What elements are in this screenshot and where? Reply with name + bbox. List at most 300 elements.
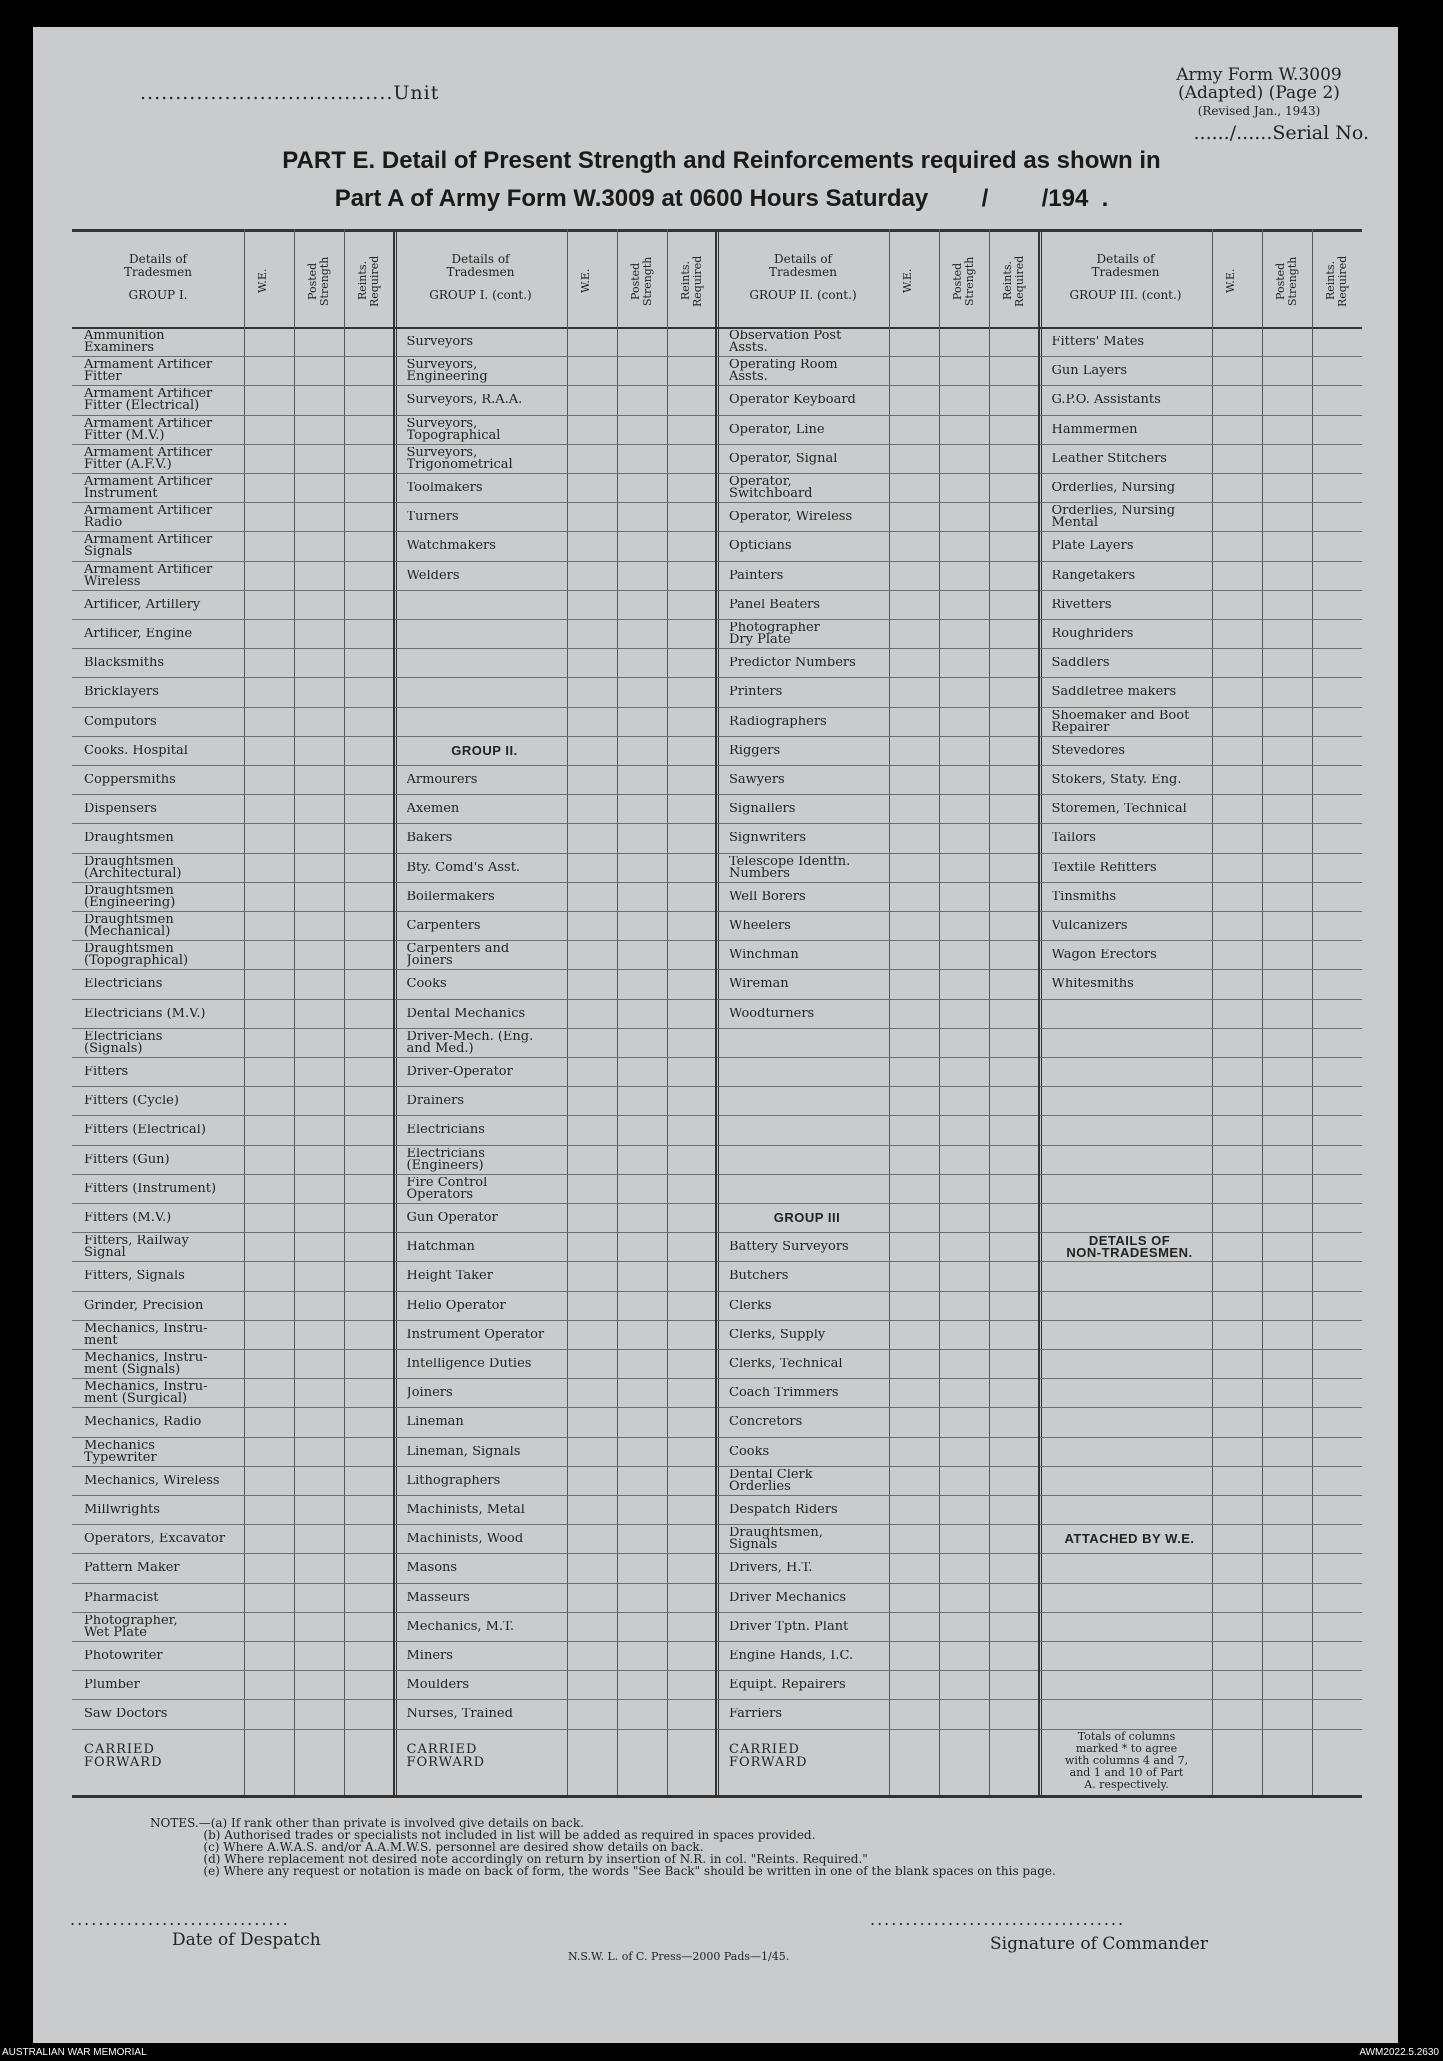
- entry-cell[interactable]: [568, 1350, 616, 1377]
- entry-cell[interactable]: [295, 854, 343, 881]
- entry-cell[interactable]: [568, 1321, 616, 1348]
- entry-cell[interactable]: [295, 1116, 343, 1143]
- entry-cell[interactable]: [295, 766, 343, 793]
- entry-cell[interactable]: [295, 416, 343, 443]
- entry-cell[interactable]: [668, 970, 716, 997]
- entry-cell[interactable]: [618, 1146, 666, 1173]
- entry-cell[interactable]: [568, 649, 616, 676]
- entry-cell[interactable]: [940, 708, 988, 735]
- entry-cell[interactable]: [990, 1584, 1038, 1611]
- entry-cell[interactable]: [1263, 1146, 1311, 1173]
- entry-cell[interactable]: [1213, 1321, 1261, 1348]
- entry-cell[interactable]: [345, 1613, 393, 1640]
- entry-cell[interactable]: [890, 1058, 938, 1085]
- entry-cell[interactable]: [990, 795, 1038, 822]
- entry-cell[interactable]: [940, 766, 988, 793]
- entry-cell[interactable]: [1313, 445, 1361, 472]
- entry-cell[interactable]: [568, 357, 616, 384]
- entry-cell[interactable]: [1213, 1438, 1261, 1465]
- entry-cell[interactable]: [568, 591, 616, 618]
- entry-cell[interactable]: [568, 562, 616, 589]
- entry-cell[interactable]: [345, 1058, 393, 1085]
- entry-cell[interactable]: [1213, 854, 1261, 881]
- entry-cell[interactable]: [245, 1408, 293, 1435]
- entry-cell[interactable]: [295, 1700, 343, 1727]
- entry-cell[interactable]: [568, 1000, 616, 1027]
- entry-cell[interactable]: [890, 532, 938, 559]
- entry-cell[interactable]: [940, 1262, 988, 1289]
- entry-cell[interactable]: [1313, 532, 1361, 559]
- entry-cell[interactable]: [618, 503, 666, 530]
- entry-cell[interactable]: [890, 445, 938, 472]
- entry-cell[interactable]: [890, 1467, 938, 1494]
- entry-cell[interactable]: [568, 1584, 616, 1611]
- entry-cell[interactable]: [990, 737, 1038, 764]
- entry-cell[interactable]: [940, 1496, 988, 1523]
- entry-cell[interactable]: [295, 708, 343, 735]
- entry-cell[interactable]: [295, 386, 343, 413]
- entry-cell[interactable]: [568, 532, 616, 559]
- entry-cell[interactable]: [618, 795, 666, 822]
- entry-cell[interactable]: [990, 1700, 1038, 1727]
- entry-cell[interactable]: [990, 678, 1038, 705]
- entry-cell[interactable]: [668, 416, 716, 443]
- entry-cell[interactable]: [1263, 1584, 1311, 1611]
- entry-cell[interactable]: [295, 1000, 343, 1027]
- entry-cell[interactable]: [940, 1700, 988, 1727]
- entry-cell[interactable]: [1213, 678, 1261, 705]
- entry-cell[interactable]: [990, 1204, 1038, 1231]
- entry-cell[interactable]: [295, 824, 343, 851]
- entry-cell[interactable]: [245, 1467, 293, 1494]
- entry-cell[interactable]: [245, 532, 293, 559]
- entry-cell[interactable]: [1263, 1029, 1311, 1056]
- entry-cell[interactable]: [890, 1116, 938, 1143]
- entry-cell[interactable]: [668, 912, 716, 939]
- entry-cell[interactable]: [1213, 883, 1261, 910]
- entry-cell[interactable]: [245, 1175, 293, 1202]
- entry-cell[interactable]: [568, 1700, 616, 1727]
- entry-cell[interactable]: [940, 503, 988, 530]
- entry-cell[interactable]: [1213, 328, 1261, 355]
- entry-cell[interactable]: [990, 1408, 1038, 1435]
- entry-cell[interactable]: [245, 795, 293, 822]
- entry-cell[interactable]: [668, 1700, 716, 1727]
- entry-cell[interactable]: [568, 970, 616, 997]
- entry-cell[interactable]: [618, 591, 666, 618]
- entry-cell[interactable]: [245, 708, 293, 735]
- entry-cell[interactable]: [295, 562, 343, 589]
- entry-cell[interactable]: [990, 620, 1038, 647]
- entry-cell[interactable]: [1313, 795, 1361, 822]
- entry-cell[interactable]: [668, 708, 716, 735]
- entry-cell[interactable]: [1263, 1496, 1311, 1523]
- entry-cell[interactable]: [618, 1379, 666, 1406]
- entry-cell[interactable]: [1313, 708, 1361, 735]
- entry-cell[interactable]: [990, 445, 1038, 472]
- entry-cell[interactable]: [568, 1496, 616, 1523]
- entry-cell[interactable]: [245, 386, 293, 413]
- entry-cell[interactable]: [1213, 1175, 1261, 1202]
- entry-cell[interactable]: [618, 1087, 666, 1114]
- entry-cell[interactable]: [345, 1087, 393, 1114]
- entry-cell[interactable]: [1213, 1467, 1261, 1494]
- entry-cell[interactable]: [1213, 1350, 1261, 1377]
- entry-cell[interactable]: [940, 474, 988, 501]
- entry-cell[interactable]: [1313, 1262, 1361, 1289]
- entry-cell[interactable]: [345, 1554, 393, 1581]
- entry-cell[interactable]: [668, 1554, 716, 1581]
- entry-cell[interactable]: [618, 532, 666, 559]
- entry-cell[interactable]: [245, 1262, 293, 1289]
- entry-cell[interactable]: [295, 1204, 343, 1231]
- entry-cell[interactable]: [618, 1496, 666, 1523]
- entry-cell[interactable]: [1263, 1000, 1311, 1027]
- entry-cell[interactable]: [1313, 1087, 1361, 1114]
- entry-cell[interactable]: [890, 357, 938, 384]
- entry-cell[interactable]: [940, 941, 988, 968]
- entry-cell[interactable]: [940, 1350, 988, 1377]
- entry-cell[interactable]: [618, 737, 666, 764]
- entry-cell[interactable]: [890, 708, 938, 735]
- entry-cell[interactable]: [295, 1671, 343, 1698]
- entry-cell[interactable]: [990, 708, 1038, 735]
- entry-cell[interactable]: [668, 1204, 716, 1231]
- entry-cell[interactable]: [990, 1175, 1038, 1202]
- entry-cell[interactable]: [1213, 1058, 1261, 1085]
- entry-cell[interactable]: [990, 941, 1038, 968]
- entry-cell[interactable]: [1263, 1350, 1311, 1377]
- entry-cell[interactable]: [940, 1642, 988, 1669]
- entry-cell[interactable]: [245, 1584, 293, 1611]
- entry-cell[interactable]: [295, 620, 343, 647]
- entry-cell[interactable]: [345, 1029, 393, 1056]
- entry-cell[interactable]: [345, 474, 393, 501]
- entry-cell[interactable]: [1313, 1379, 1361, 1406]
- entry-cell[interactable]: [940, 1029, 988, 1056]
- entry-cell[interactable]: [940, 1379, 988, 1406]
- entry-cell[interactable]: [990, 1642, 1038, 1669]
- entry-cell[interactable]: [345, 1000, 393, 1027]
- entry-cell[interactable]: [345, 1116, 393, 1143]
- entry-cell[interactable]: [618, 562, 666, 589]
- entry-cell[interactable]: [245, 854, 293, 881]
- entry-cell[interactable]: [1263, 386, 1311, 413]
- entry-cell[interactable]: [568, 737, 616, 764]
- entry-cell[interactable]: [1313, 1408, 1361, 1435]
- entry-cell[interactable]: [618, 912, 666, 939]
- entry-cell[interactable]: [890, 1000, 938, 1027]
- entry-cell[interactable]: [1313, 1700, 1361, 1727]
- entry-cell[interactable]: [295, 1146, 343, 1173]
- entry-cell[interactable]: [940, 416, 988, 443]
- entry-cell[interactable]: [990, 1671, 1038, 1698]
- entry-cell[interactable]: [990, 824, 1038, 851]
- entry-cell[interactable]: [1313, 1175, 1361, 1202]
- entry-cell[interactable]: [568, 1671, 616, 1698]
- entry-cell[interactable]: [668, 795, 716, 822]
- entry-cell[interactable]: [295, 941, 343, 968]
- entry-cell[interactable]: [618, 1671, 666, 1698]
- entry-cell[interactable]: [345, 1292, 393, 1319]
- entry-cell[interactable]: [245, 416, 293, 443]
- entry-cell[interactable]: [1213, 912, 1261, 939]
- entry-cell[interactable]: [618, 1175, 666, 1202]
- entry-cell[interactable]: [245, 1642, 293, 1669]
- entry-cell[interactable]: [668, 883, 716, 910]
- entry-cell[interactable]: [568, 1613, 616, 1640]
- entry-cell[interactable]: [990, 416, 1038, 443]
- entry-cell[interactable]: [245, 1379, 293, 1406]
- entry-cell[interactable]: [618, 766, 666, 793]
- entry-cell[interactable]: [245, 737, 293, 764]
- entry-cell[interactable]: [618, 941, 666, 968]
- entry-cell[interactable]: [618, 1233, 666, 1260]
- entry-cell[interactable]: [890, 416, 938, 443]
- entry-cell[interactable]: [890, 1408, 938, 1435]
- entry-cell[interactable]: [1263, 1700, 1311, 1727]
- entry-cell[interactable]: [940, 1058, 988, 1085]
- entry-cell[interactable]: [990, 357, 1038, 384]
- entry-cell[interactable]: [668, 474, 716, 501]
- entry-cell[interactable]: [940, 737, 988, 764]
- entry-cell[interactable]: [618, 1408, 666, 1435]
- entry-cell[interactable]: [618, 1029, 666, 1056]
- entry-cell[interactable]: [890, 620, 938, 647]
- entry-cell[interactable]: [1313, 503, 1361, 530]
- entry-cell[interactable]: [1263, 1554, 1311, 1581]
- entry-cell[interactable]: [1263, 357, 1311, 384]
- entry-cell[interactable]: [618, 328, 666, 355]
- entry-cell[interactable]: [345, 1671, 393, 1698]
- entry-cell[interactable]: [618, 970, 666, 997]
- entry-cell[interactable]: [940, 649, 988, 676]
- entry-cell[interactable]: [1313, 1554, 1361, 1581]
- entry-cell[interactable]: [295, 1233, 343, 1260]
- entry-cell[interactable]: [668, 328, 716, 355]
- entry-cell[interactable]: [568, 1233, 616, 1260]
- entry-cell[interactable]: [345, 795, 393, 822]
- entry-cell[interactable]: [1263, 737, 1311, 764]
- entry-cell[interactable]: [890, 328, 938, 355]
- entry-cell[interactable]: [668, 1496, 716, 1523]
- entry-cell[interactable]: [1213, 1671, 1261, 1698]
- entry-cell[interactable]: [668, 1467, 716, 1494]
- entry-cell[interactable]: [940, 532, 988, 559]
- entry-cell[interactable]: [940, 357, 988, 384]
- entry-cell[interactable]: [345, 649, 393, 676]
- entry-cell[interactable]: [245, 562, 293, 589]
- entry-cell[interactable]: [668, 1642, 716, 1669]
- entry-cell[interactable]: [890, 883, 938, 910]
- entry-cell[interactable]: [668, 1233, 716, 1260]
- entry-cell[interactable]: [1313, 1350, 1361, 1377]
- entry-cell[interactable]: [245, 591, 293, 618]
- entry-cell[interactable]: [1213, 1292, 1261, 1319]
- entry-cell[interactable]: [245, 1292, 293, 1319]
- entry-cell[interactable]: [1213, 1613, 1261, 1640]
- entry-cell[interactable]: [990, 591, 1038, 618]
- entry-cell[interactable]: [1263, 1204, 1311, 1231]
- entry-cell[interactable]: [940, 445, 988, 472]
- entry-cell[interactable]: [668, 1029, 716, 1056]
- entry-cell[interactable]: [990, 1496, 1038, 1523]
- entry-cell[interactable]: [890, 474, 938, 501]
- entry-cell[interactable]: [568, 474, 616, 501]
- entry-cell[interactable]: [1263, 1642, 1311, 1669]
- entry-cell[interactable]: [890, 1379, 938, 1406]
- entry-cell[interactable]: [295, 445, 343, 472]
- entry-cell[interactable]: [1263, 1262, 1311, 1289]
- entry-cell[interactable]: [990, 532, 1038, 559]
- entry-cell[interactable]: [345, 503, 393, 530]
- entry-cell[interactable]: [1263, 912, 1311, 939]
- entry-cell[interactable]: [245, 1554, 293, 1581]
- entry-cell[interactable]: [1313, 620, 1361, 647]
- entry-cell[interactable]: [568, 1467, 616, 1494]
- entry-cell[interactable]: [940, 1554, 988, 1581]
- entry-cell[interactable]: [890, 1233, 938, 1260]
- entry-cell[interactable]: [890, 766, 938, 793]
- entry-cell[interactable]: [345, 1584, 393, 1611]
- entry-cell[interactable]: [568, 445, 616, 472]
- entry-cell[interactable]: [1213, 591, 1261, 618]
- entry-cell[interactable]: [668, 357, 716, 384]
- entry-cell[interactable]: [1263, 1321, 1311, 1348]
- entry-cell[interactable]: [1263, 941, 1311, 968]
- entry-cell[interactable]: [568, 620, 616, 647]
- entry-cell[interactable]: [990, 562, 1038, 589]
- entry-cell[interactable]: [618, 474, 666, 501]
- entry-cell[interactable]: [1313, 474, 1361, 501]
- entry-cell[interactable]: [1313, 386, 1361, 413]
- entry-cell[interactable]: [1263, 970, 1311, 997]
- entry-cell[interactable]: [345, 1262, 393, 1289]
- entry-cell[interactable]: [245, 678, 293, 705]
- entry-cell[interactable]: [940, 912, 988, 939]
- entry-cell[interactable]: [1213, 1584, 1261, 1611]
- entry-cell[interactable]: [940, 1584, 988, 1611]
- entry-cell[interactable]: [568, 1175, 616, 1202]
- entry-cell[interactable]: [668, 678, 716, 705]
- entry-cell[interactable]: [940, 854, 988, 881]
- entry-cell[interactable]: [1313, 1642, 1361, 1669]
- entry-cell[interactable]: [668, 1379, 716, 1406]
- entry-cell[interactable]: [345, 620, 393, 647]
- entry-cell[interactable]: [990, 1379, 1038, 1406]
- entry-cell[interactable]: [1213, 445, 1261, 472]
- entry-cell[interactable]: [245, 1233, 293, 1260]
- entry-cell[interactable]: [1213, 503, 1261, 530]
- entry-cell[interactable]: [668, 562, 716, 589]
- entry-cell[interactable]: [940, 970, 988, 997]
- entry-cell[interactable]: [990, 854, 1038, 881]
- entry-cell[interactable]: [245, 1350, 293, 1377]
- entry-cell[interactable]: [245, 1438, 293, 1465]
- entry-cell[interactable]: [990, 1233, 1038, 1260]
- entry-cell[interactable]: [1263, 591, 1311, 618]
- entry-cell[interactable]: [990, 474, 1038, 501]
- entry-cell[interactable]: [295, 1058, 343, 1085]
- entry-cell[interactable]: [295, 1554, 343, 1581]
- entry-cell[interactable]: [1213, 1146, 1261, 1173]
- entry-cell[interactable]: [295, 1642, 343, 1669]
- entry-cell[interactable]: [568, 1642, 616, 1669]
- entry-cell[interactable]: [568, 386, 616, 413]
- entry-cell[interactable]: [1313, 970, 1361, 997]
- entry-cell[interactable]: [1213, 649, 1261, 676]
- entry-cell[interactable]: [890, 678, 938, 705]
- entry-cell[interactable]: [890, 1613, 938, 1640]
- entry-cell[interactable]: [295, 1262, 343, 1289]
- entry-cell[interactable]: [890, 1700, 938, 1727]
- entry-cell[interactable]: [345, 1321, 393, 1348]
- entry-cell[interactable]: [1313, 1146, 1361, 1173]
- entry-cell[interactable]: [990, 1146, 1038, 1173]
- entry-cell[interactable]: [1213, 708, 1261, 735]
- entry-cell[interactable]: [668, 1671, 716, 1698]
- entry-cell[interactable]: [668, 1146, 716, 1173]
- entry-cell[interactable]: [345, 1408, 393, 1435]
- entry-cell[interactable]: [940, 1467, 988, 1494]
- entry-cell[interactable]: [668, 1584, 716, 1611]
- entry-cell[interactable]: [1213, 1408, 1261, 1435]
- entry-cell[interactable]: [1313, 1467, 1361, 1494]
- entry-cell[interactable]: [668, 1613, 716, 1640]
- entry-cell[interactable]: [1213, 474, 1261, 501]
- entry-cell[interactable]: [345, 1204, 393, 1231]
- entry-cell[interactable]: [295, 474, 343, 501]
- entry-cell[interactable]: [940, 1292, 988, 1319]
- entry-cell[interactable]: [990, 1029, 1038, 1056]
- entry-cell[interactable]: [1313, 416, 1361, 443]
- entry-cell[interactable]: [245, 1116, 293, 1143]
- entry-cell[interactable]: [568, 883, 616, 910]
- entry-cell[interactable]: [245, 766, 293, 793]
- entry-cell[interactable]: [1263, 1525, 1311, 1552]
- entry-cell[interactable]: [345, 357, 393, 384]
- entry-cell[interactable]: [890, 1292, 938, 1319]
- entry-cell[interactable]: [345, 1438, 393, 1465]
- entry-cell[interactable]: [990, 1554, 1038, 1581]
- entry-cell[interactable]: [1313, 562, 1361, 589]
- entry-cell[interactable]: [1313, 678, 1361, 705]
- entry-cell[interactable]: [245, 357, 293, 384]
- entry-cell[interactable]: [618, 1262, 666, 1289]
- entry-cell[interactable]: [890, 1262, 938, 1289]
- entry-cell[interactable]: [890, 1554, 938, 1581]
- entry-cell[interactable]: [295, 795, 343, 822]
- entry-cell[interactable]: [618, 1554, 666, 1581]
- entry-cell[interactable]: [940, 620, 988, 647]
- entry-cell[interactable]: [668, 591, 716, 618]
- entry-cell[interactable]: [568, 824, 616, 851]
- entry-cell[interactable]: [618, 854, 666, 881]
- entry-cell[interactable]: [668, 445, 716, 472]
- entry-cell[interactable]: [1263, 1292, 1311, 1319]
- entry-cell[interactable]: [940, 1671, 988, 1698]
- entry-cell[interactable]: [1263, 1438, 1311, 1465]
- entry-cell[interactable]: [568, 766, 616, 793]
- entry-cell[interactable]: [668, 532, 716, 559]
- entry-cell[interactable]: [990, 328, 1038, 355]
- entry-cell[interactable]: [890, 912, 938, 939]
- entry-cell[interactable]: [1213, 1262, 1261, 1289]
- entry-cell[interactable]: [940, 1087, 988, 1114]
- entry-cell[interactable]: [1213, 1116, 1261, 1143]
- entry-cell[interactable]: [1213, 1000, 1261, 1027]
- entry-cell[interactable]: [1313, 1233, 1361, 1260]
